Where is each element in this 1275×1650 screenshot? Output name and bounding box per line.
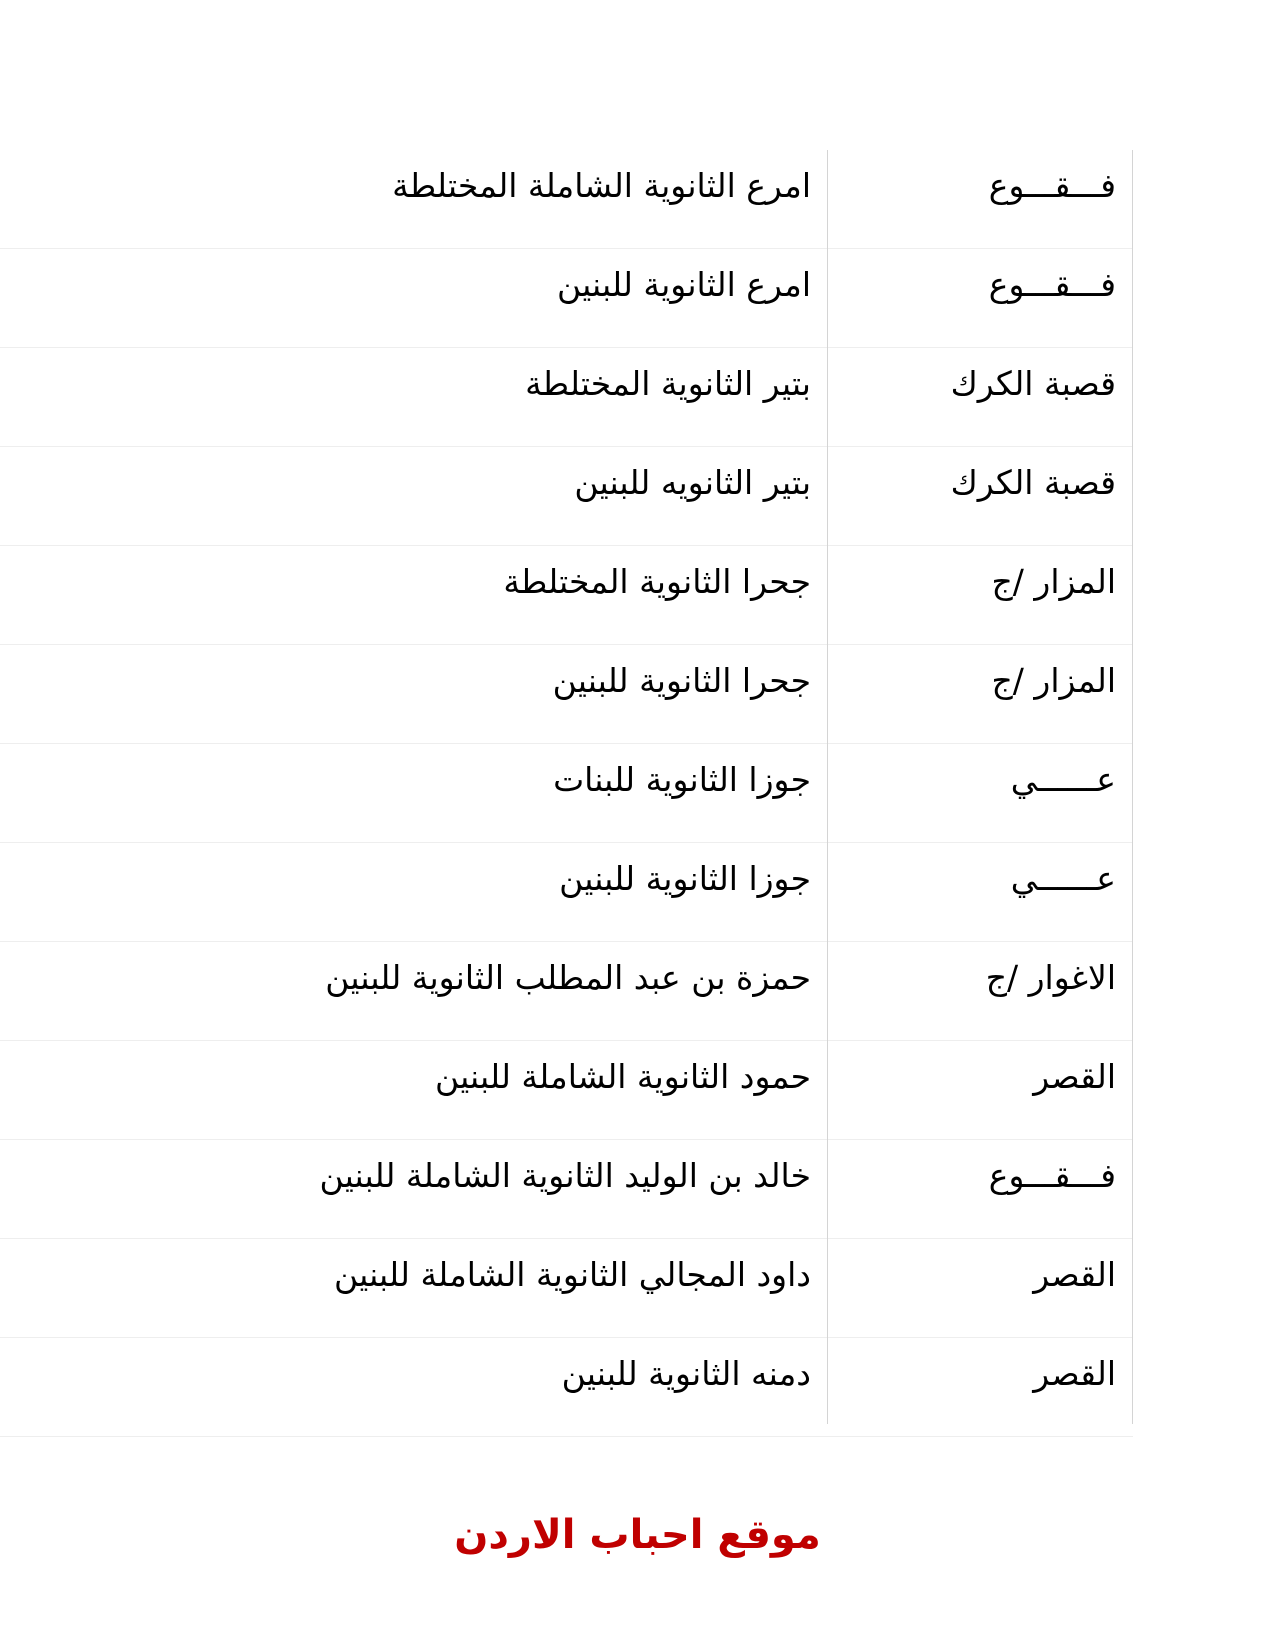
table-row <box>0 150 1133 249</box>
school-name: حمزة بن عبد المطلب الثانوية للبنين <box>325 958 811 997</box>
district-name: عــــــي <box>1010 859 1116 898</box>
table-row <box>0 942 1133 1041</box>
table-row <box>0 1041 1133 1140</box>
table-row <box>0 1239 1133 1338</box>
school-name: حمود الثانوية الشاملة للبنين <box>434 1057 811 1096</box>
table-row <box>0 1140 1133 1239</box>
school-name: بتير الثانوية المختلطة <box>525 364 811 403</box>
district-name: عــــــي <box>1010 760 1116 799</box>
school-name: دمنه الثانوية للبنين <box>561 1354 811 1393</box>
column-divider <box>827 150 828 1424</box>
footer-site-name: موقع احباب الاردن <box>454 1512 821 1558</box>
school-name: جوزا الثانوية للبنين <box>559 859 811 898</box>
table-row <box>0 744 1133 843</box>
table-row <box>0 249 1133 348</box>
table-row <box>0 645 1133 744</box>
table-row <box>0 546 1133 645</box>
district-name: المزار /ج <box>991 562 1116 601</box>
district-name: الاغوار /ج <box>985 958 1116 997</box>
table-row <box>0 348 1133 447</box>
district-name: القصر <box>1033 1057 1116 1096</box>
district-name: القصر <box>1033 1354 1116 1393</box>
district-name: القصر <box>1033 1255 1116 1294</box>
table-row <box>0 1338 1133 1437</box>
school-name: بتير الثانويه للبنين <box>574 463 811 502</box>
table-row <box>0 447 1133 546</box>
school-name: جحرا الثانوية المختلطة <box>503 562 811 601</box>
school-name: خالد بن الوليد الثانوية الشاملة للبنين <box>319 1156 811 1195</box>
school-name: امرع الثانوية الشاملة المختلطة <box>392 166 811 205</box>
district-name: فـــقـــوع <box>988 1156 1116 1195</box>
district-name: قصبة الكرك <box>950 364 1116 403</box>
district-name: المزار /ج <box>991 661 1116 700</box>
school-name: جحرا الثانوية للبنين <box>552 661 811 700</box>
school-name: جوزا الثانوية للبنات <box>553 760 811 799</box>
district-name: فـــقـــوع <box>988 166 1116 205</box>
school-name: امرع الثانوية للبنين <box>556 265 811 304</box>
table-row <box>0 843 1133 942</box>
school-name: داود المجالي الثانوية الشاملة للبنين <box>333 1255 811 1294</box>
district-name: قصبة الكرك <box>950 463 1116 502</box>
district-name: فـــقـــوع <box>988 265 1116 304</box>
schools-table <box>0 150 1133 1437</box>
table-right-border <box>1132 150 1133 1424</box>
